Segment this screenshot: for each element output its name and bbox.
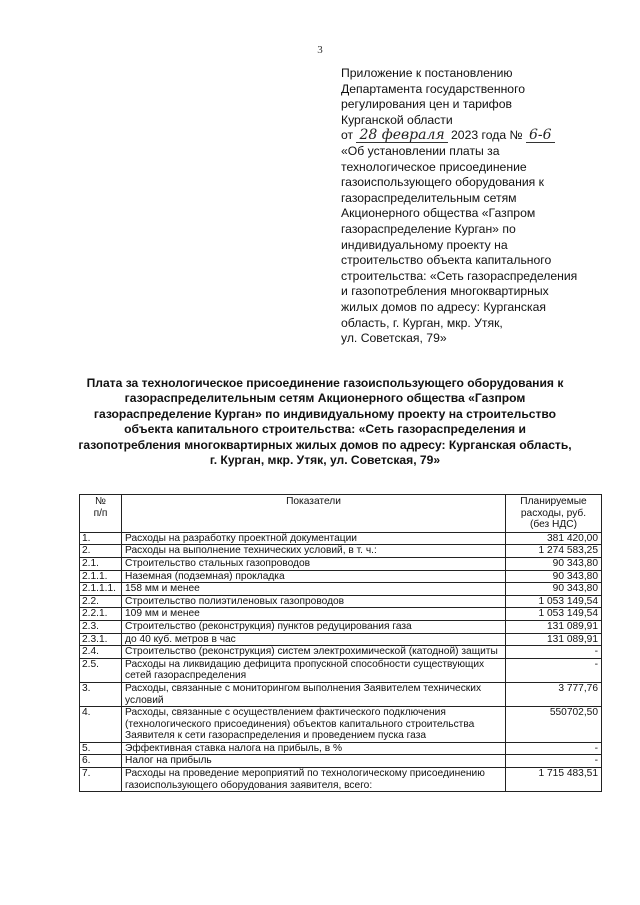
row-number: 4.	[80, 707, 122, 743]
appendix-subject-line: область, г. Курган, мкр. Утяк,	[341, 315, 503, 330]
row-value: 381 420,00	[506, 532, 602, 545]
row-number: 2.4.	[80, 646, 122, 659]
appendix-subject-line: строительства: «Сеть газораспределения	[341, 268, 578, 283]
appendix-subject-line: строительство объекта капитального	[341, 253, 552, 268]
row-number: 2.2.	[80, 595, 122, 608]
appendix-subject	[341, 144, 611, 347]
row-label: Расходы, связанные с осуществлением фактического подключения (технологического присоединения) объектов капитального строительства Заявителя к сети газораспределения и проведением пуска газа	[122, 707, 506, 743]
document-title	[40, 376, 610, 468]
appendix-subject-line: технологическое присоединение	[341, 159, 527, 174]
appendix-subject-line: газораспределение Курган» по	[341, 221, 516, 236]
row-number: 2.1.	[80, 557, 122, 570]
table-row	[80, 620, 602, 633]
row-value: -	[506, 755, 602, 768]
appendix-subject-line: газоиспользующего оборудования к	[341, 175, 544, 190]
table-header-row	[80, 495, 602, 533]
row-number: 2.3.	[80, 620, 122, 633]
row-value: 90 343,80	[506, 583, 602, 596]
appendix-line: Курганской области	[341, 112, 453, 127]
appendix-line: Приложение к постановлению	[341, 66, 513, 80]
row-label: Расходы на разработку проектной документации	[122, 532, 506, 545]
row-value: -	[506, 646, 602, 659]
row-label: Строительство полиэтиленовых газопроводов	[122, 595, 506, 608]
table-row	[80, 570, 602, 583]
table-row	[80, 545, 602, 558]
row-label: до 40 куб. метров в час	[122, 633, 506, 646]
row-value: 90 343,80	[506, 570, 602, 583]
title-line: газораспределение Курган» по индивидуальному проекту на строительство	[93, 406, 557, 421]
row-label: Строительство (реконструкция) систем электрохимической (катодной) защиты	[122, 646, 506, 659]
appendix-subject-line: газораспределительным сетям	[341, 190, 517, 205]
appendix-subject-line: индивидуальному проекту на	[341, 237, 508, 252]
table-row	[80, 768, 602, 792]
row-number: 2.1.1.1.	[80, 583, 122, 596]
row-value: 1 274 583,25	[506, 545, 602, 558]
row-label: Расходы, связанные с мониторингом выполнения Заявителем технических условий	[122, 682, 506, 706]
row-label: Расходы на ликвидацию дефицита пропускной способности существующих сетей газораспределения	[122, 658, 506, 682]
title-line: газопотребления многоквартирных жилых домов по адресу: Курганская область,	[78, 437, 572, 452]
table-row	[80, 595, 602, 608]
row-value: -	[506, 742, 602, 755]
row-number: 2.	[80, 545, 122, 558]
row-value: 131 089,91	[506, 620, 602, 633]
row-label: Наземная (подземная) прокладка	[122, 570, 506, 583]
row-label: Эффективная ставка налога на прибыль, в %	[122, 742, 506, 755]
title-line: газораспределительным сетям Акционерного общества «Газпром	[124, 391, 526, 406]
row-value: 1 715 483,51	[506, 768, 602, 792]
appendix-block	[341, 66, 611, 347]
header-planned-expenses: Планируемые расходы, руб. (без НДС)	[506, 495, 602, 533]
table-row	[80, 658, 602, 682]
page-number: 3	[317, 44, 323, 56]
table-row	[80, 532, 602, 545]
row-value: -	[506, 658, 602, 682]
table-row	[80, 755, 602, 768]
table-row	[80, 742, 602, 755]
row-number: 2.3.1.	[80, 633, 122, 646]
appendix-subject-line: жилых домов по адресу: Курганская	[341, 299, 546, 314]
table-body	[80, 532, 602, 791]
row-value: 1 053 149,54	[506, 595, 602, 608]
row-label: Строительство (реконструкция) пунктов редуцирования газа	[122, 620, 506, 633]
table-row	[80, 557, 602, 570]
row-number: 6.	[80, 755, 122, 768]
row-value: 90 343,80	[506, 557, 602, 570]
row-label: Расходы на проведение мероприятий по технологическому присоединению газоиспользующего оборудования заявителя, всего:	[122, 768, 506, 792]
handwritten-number: 6-6	[526, 128, 555, 143]
table-row	[80, 707, 602, 743]
appendix-subject-line: и газопотребления многоквартирных	[341, 284, 549, 299]
appendix-line: регулирования цен и тарифов	[341, 97, 512, 112]
header-number: № п/п	[80, 495, 122, 533]
row-label: Строительство стальных газопроводов	[122, 557, 506, 570]
appendix-subject-line: «Об установлении платы за	[341, 143, 500, 158]
title-line: г. Курган, мкр. Утяк, ул. Советская, 79»	[209, 453, 441, 468]
table-row	[80, 583, 602, 596]
handwritten-date: 28 февраля	[356, 128, 447, 143]
row-number: 2.2.1.	[80, 608, 122, 621]
row-number: 7.	[80, 768, 122, 792]
row-number: 5.	[80, 742, 122, 755]
table-row	[80, 608, 602, 621]
title-line: Плата за технологическое присоединение газоиспользующего оборудования к	[86, 376, 564, 390]
row-value: 550702,50	[506, 707, 602, 743]
appendix-date-line	[341, 128, 611, 144]
row-label: 109 мм и менее	[122, 608, 506, 621]
appendix-line: Департамента государственного	[341, 81, 526, 96]
row-value: 1 053 149,54	[506, 608, 602, 621]
row-label: Расходы на выполнение технических условий, в т. ч.:	[122, 545, 506, 558]
row-label: 158 мм и менее	[122, 583, 506, 596]
table-row	[80, 633, 602, 646]
appendix-subject-line: ул. Советская, 79»	[341, 331, 447, 346]
table-row	[80, 646, 602, 659]
date-prefix: от	[341, 128, 354, 143]
expenses-table	[79, 494, 602, 792]
row-value: 131 089,91	[506, 633, 602, 646]
header-indicators: Показатели	[122, 495, 506, 533]
title-line: объекта капитального строительства: «Сеть газораспределения и	[124, 422, 526, 437]
row-value: 3 777,76	[506, 682, 602, 706]
year-text: 2023 года №	[451, 128, 523, 143]
row-label: Налог на прибыль	[122, 755, 506, 768]
row-number: 3.	[80, 682, 122, 706]
appendix-subject-line: Акционерного общества «Газпром	[341, 206, 536, 221]
row-number: 2.5.	[80, 658, 122, 682]
row-number: 2.1.1.	[80, 570, 122, 583]
row-number: 1.	[80, 532, 122, 545]
table-row	[80, 682, 602, 706]
